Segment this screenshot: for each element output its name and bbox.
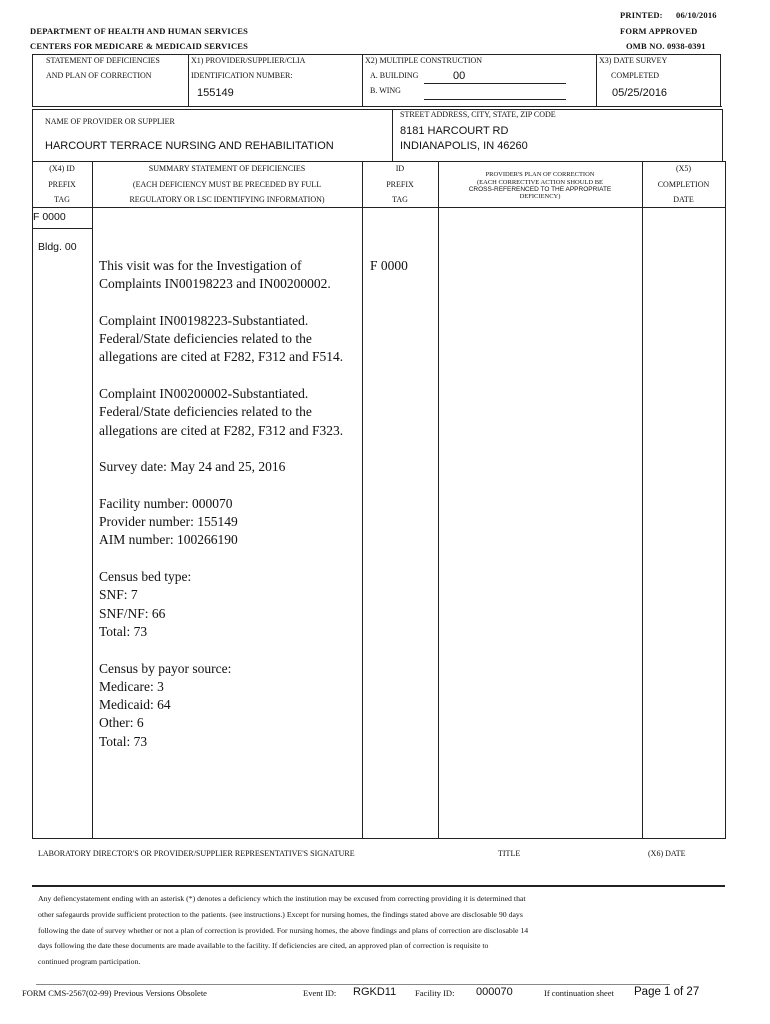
facility-id-label: Facility ID:: [415, 988, 455, 998]
census-payor-other: Other: 6: [99, 715, 144, 731]
statement-label-2: AND PLAN OF CORRECTION: [46, 71, 152, 80]
id-header-3: TAG: [392, 195, 408, 204]
summary-paragraph: This visit was for the Investigation of Complaints IN00198223 and IN00200002.: [99, 258, 331, 292]
grid-line: [438, 161, 439, 839]
x3-label-1: X3) DATE SURVEY: [599, 56, 668, 65]
grid-line: [92, 161, 93, 839]
x2-label: X2) MULTIPLE CONSTRUCTION: [365, 56, 483, 65]
centers-name: CENTERS FOR MEDICARE & MEDICAID SERVICES: [30, 41, 249, 51]
x4-header-3: TAG: [54, 195, 70, 204]
summary-header-2: (EACH DEFICIENCY MUST BE PRECEDED BY FULL: [132, 180, 322, 189]
disclaimer-line: other safegaurds provide sufficient protection to the patients. (see instructions.) Except for nursing homes, the findings stated above are disclosable 90 days: [38, 910, 523, 919]
census-bed-title: Census bed type:: [99, 569, 192, 585]
building-underline: [424, 83, 566, 84]
x4-header-2: PREFIX: [48, 180, 76, 189]
disclaimer-line: following the date of survey whether or not a plan of correction is provided. For nursing homes, the above findings and plans of correction are disclosable 14: [38, 926, 529, 935]
event-id-label: Event ID:: [303, 988, 337, 998]
building-value: 00: [453, 70, 466, 82]
plan-header-3: CROSS-REFERENCED TO THE APPROPRIATE: [468, 186, 612, 193]
id-header-2: PREFIX: [386, 180, 414, 189]
grid-line: [32, 109, 33, 161]
signature-rule: [32, 885, 725, 887]
grid-line: [362, 54, 363, 106]
grid-line: [725, 161, 726, 839]
grid-line: [32, 838, 726, 839]
provider-name: HARCOURT TERRACE NURSING AND REHABILITATION: [45, 140, 334, 152]
census-payor-total: Total: 73: [99, 733, 148, 749]
disclaimer-line: Any defiencystatement ending with an asterisk (*) denotes a deficiency which the institution may be excused from correcting providing it is determined that: [38, 894, 526, 903]
grid-line: [362, 161, 363, 839]
facility-number-line: Facility number: 000070: [99, 495, 233, 511]
left-tag: F 0000: [33, 211, 66, 223]
summary-paragraph: Complaint IN00200002-Substantiated. Federal/State deficiencies related to the allegations are cited at F282, F312 and F323.: [99, 386, 344, 438]
x5-header-2: COMPLETION: [657, 180, 710, 189]
provider-id-value: 155149: [197, 87, 234, 99]
statement-label-1: STATEMENT OF DEFICIENCIES: [46, 56, 160, 65]
right-tag: F 0000: [370, 258, 408, 273]
aim-number-line: AIM number: 100266190: [99, 532, 238, 548]
building-tag: Bldg. 00: [38, 241, 77, 253]
plan-header-2: (EACH CORRECTIVE ACTION SHOULD BE: [476, 179, 604, 186]
tag-separator: [32, 228, 92, 229]
plan-header-4: DEFICIENCY): [519, 193, 561, 200]
x1-label-1: X1) PROVIDER/SUPPLIER/CLIA: [191, 56, 306, 65]
x5-header-1: (X5): [675, 164, 692, 173]
x1-label-2: IDENTIFICATION NUMBER:: [191, 71, 293, 80]
census-payor-medicare: Medicare: 3: [99, 678, 164, 694]
grid-line: [32, 106, 722, 107]
grid-line: [722, 109, 723, 161]
summary-statement: [99, 257, 354, 751]
event-id-value: RGKD11: [353, 986, 397, 998]
continuation-label: If continuation sheet: [544, 988, 614, 998]
wing-label: B. WING: [370, 86, 401, 95]
census-bed-snfnf: SNF/NF: 66: [99, 605, 166, 621]
x3-label-2: COMPLETED: [611, 71, 659, 80]
grid-line: [32, 161, 725, 162]
printed-date: 06/10/2016: [676, 10, 717, 20]
summary-header-1: SUMMARY STATEMENT OF DEFICIENCIES: [148, 164, 306, 173]
department-name: DEPARTMENT OF HEALTH AND HUMAN SERVICES: [30, 26, 249, 36]
grid-line: [32, 54, 33, 106]
disclaimer-line: days following the date these documents are made available to the facility. If deficiencies are cited, an approved plan of correction is requisite to: [38, 941, 489, 950]
x4-header-1: (X4) ID: [49, 164, 75, 173]
census-bed-total: Total: 73: [99, 623, 148, 639]
grid-line: [596, 54, 597, 106]
summary-paragraph: Complaint IN00198223-Substantiated. Federal/State deficiencies related to the allegations are cited at F282, F312 and F514.: [99, 312, 344, 365]
census-payor-medicaid: Medicaid: 64: [99, 697, 171, 713]
grid-line: [32, 207, 725, 208]
title-label: TITLE: [498, 849, 521, 858]
grid-line: [32, 161, 33, 839]
grid-line: [188, 54, 189, 106]
x6-date-label: (X6) DATE: [648, 849, 686, 858]
footer-rule: [36, 984, 670, 985]
provider-number-line: Provider number: 155149: [99, 514, 238, 530]
provider-name-label: NAME OF PROVIDER OR SUPPLIER: [45, 117, 175, 126]
facility-id-value: 000070: [476, 986, 513, 998]
disclaimer-line: continued program participation.: [38, 957, 141, 966]
form-approved: FORM APPROVED: [620, 26, 698, 36]
survey-completed-date: 05/25/2016: [612, 87, 668, 99]
grid-line: [32, 109, 722, 110]
id-header-1: ID: [395, 164, 405, 173]
census-payor-title: Census by payor source:: [99, 660, 232, 676]
page-number: Page 1 of 27: [634, 986, 700, 998]
omb-number: OMB NO. 0938-0391: [626, 41, 706, 51]
printed-label: PRINTED:: [620, 10, 663, 20]
address-label: STREET ADDRESS, CITY, STATE, ZIP CODE: [400, 110, 556, 119]
grid-line: [720, 54, 721, 106]
grid-line: [642, 161, 643, 839]
top-rule: [32, 54, 720, 55]
survey-date-line: Survey date: May 24 and 25, 2016: [99, 459, 286, 475]
plan-header-1: PROVIDER'S PLAN OF CORRECTION: [485, 171, 595, 178]
form-number: FORM CMS-2567(02-99) Previous Versions Obsolete: [22, 988, 207, 998]
address-street: 8181 HARCOURT RD: [400, 125, 509, 137]
wing-underline: [424, 99, 566, 100]
census-bed-snf: SNF: 7: [99, 587, 138, 603]
building-label: A. BUILDING: [370, 71, 419, 80]
x5-header-3: DATE: [673, 195, 694, 204]
summary-header-3: REGULATORY OR LSC IDENTIFYING INFORMATION): [129, 195, 325, 204]
signature-label: LABORATORY DIRECTOR'S OR PROVIDER/SUPPLIER REPRESENTATIVE'S SIGNATURE: [38, 849, 355, 858]
address-city: INDIANAPOLIS, IN 46260: [400, 140, 528, 152]
grid-line: [392, 109, 393, 161]
